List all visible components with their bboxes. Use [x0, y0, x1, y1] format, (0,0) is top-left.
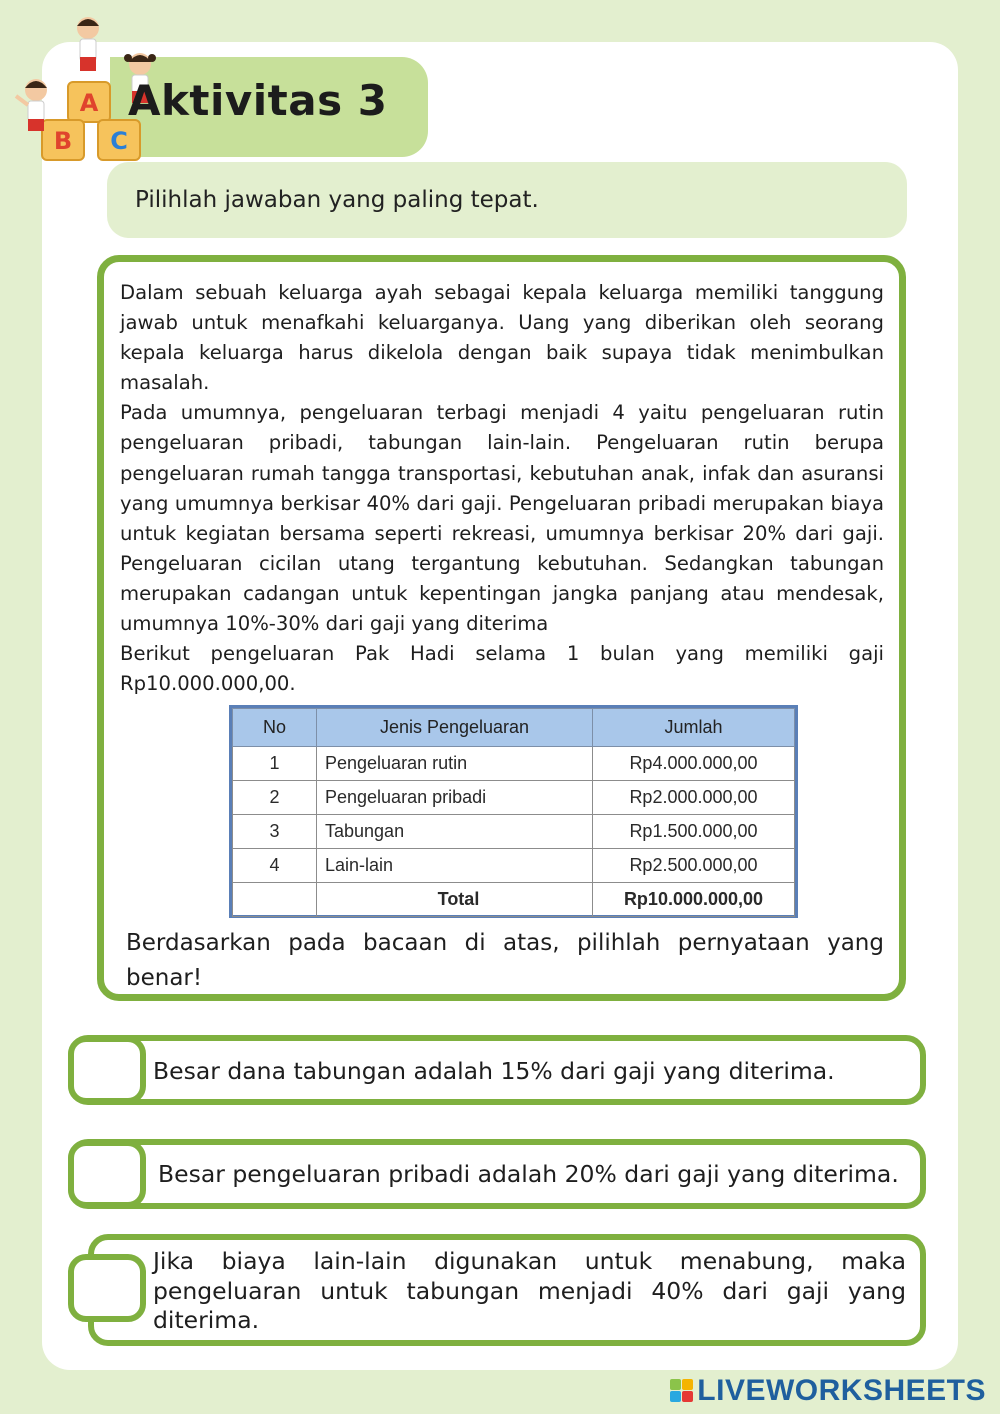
cell-jumlah: Rp4.000.000,00: [593, 747, 795, 781]
block-c: [98, 120, 140, 160]
cell-no: 4: [233, 849, 317, 883]
cell-jumlah: Rp2.000.000,00: [593, 781, 795, 815]
expense-table: [232, 708, 795, 917]
cell-jenis: Pengeluaran rutin: [317, 747, 593, 781]
cell-jenis: Tabungan: [317, 815, 593, 849]
table-row: [233, 815, 795, 849]
question-text: Berdasarkan pada bacaan di atas, pilihlah pernyataan yang benar!: [126, 930, 884, 991]
header-no: No: [233, 709, 317, 747]
option-2-text[interactable]: Besar pengeluaran pribadi adalah 20% dari gaji yang diterima.: [158, 1160, 899, 1188]
child-top: [77, 17, 99, 71]
block-a: [68, 82, 110, 122]
option-3-text[interactable]: Jika biaya lain-lain digunakan untuk menabung, maka pengeluaran untuk tabungan menjadi 40% dari gaji yang diterima.: [153, 1247, 906, 1334]
cell-empty: [233, 883, 317, 917]
header-jenis: Jenis Pengeluaran: [317, 709, 593, 747]
cell-jumlah: Rp1.500.000,00: [593, 815, 795, 849]
instruction-banner: Pilihlah jawaban yang paling tepat.: [107, 162, 907, 238]
child-left: [16, 79, 47, 131]
reading-passage: [120, 278, 884, 699]
svg-text:C: C: [110, 127, 128, 155]
page-title: Aktivitas 3: [128, 76, 388, 125]
table-row: [233, 849, 795, 883]
liveworksheets-brand: [670, 1374, 986, 1408]
option-1-checkbox[interactable]: [68, 1036, 146, 1104]
option-2-checkbox[interactable]: [68, 1140, 146, 1208]
header-jumlah: Jumlah: [593, 709, 795, 747]
option-3-checkbox[interactable]: [68, 1254, 146, 1322]
block-b: [42, 120, 84, 160]
total-label: Total: [317, 883, 593, 917]
cell-no: 3: [233, 815, 317, 849]
total-value: Rp10.000.000,00: [593, 883, 795, 917]
svg-text:A: A: [79, 89, 99, 117]
table-row: [233, 747, 795, 781]
table-total-row: [233, 883, 795, 917]
expense-table-frame: [229, 705, 798, 918]
svg-text:B: B: [53, 127, 73, 155]
liveworksheets-logo-icon: [670, 1379, 694, 1403]
brand-text: LIVEWORKSHEETS: [697, 1374, 986, 1407]
passage-paragraph-2: Pada umumnya, pengeluaran terbagi menjadi 4 yaitu pengeluaran rutin pengeluaran pribadi, tabungan lain-lain. Pengeluaran rutin berupa pengeluaran rumah tangga transportasi, kebutuhan anak, infak dan asuransi yang umumnya berkisar 40% dari gaji. Pengeluaran pribadi merupakan biaya untuk kegiatan bersama seperti rekreasi, umumnya berkisar 20% dari gaji. Pengeluaran cicilan utang tergantung kebutuhan. Sedangkan tabungan merupakan cadangan untuk kepentingan jangka panjang atau mendesak, umumnya 10%-30% dari gaji yang diterima: [120, 401, 884, 636]
cell-jenis: Lain-lain: [317, 849, 593, 883]
table-header-row: [233, 709, 795, 747]
cell-no: 1: [233, 747, 317, 781]
cell-jenis: Pengeluaran pribadi: [317, 781, 593, 815]
passage-paragraph-1: Dalam sebuah keluarga ayah sebagai kepala keluarga memiliki tanggung jawab untuk menafkahi keluarganya. Uang yang diberikan oleh seorang kepala keluarga harus dikelola dengan baik supaya tidak menimbulkan masalah.: [120, 281, 884, 395]
cell-no: 2: [233, 781, 317, 815]
passage-paragraph-3: Berikut pengeluaran Pak Hadi selama 1 bulan yang memiliki gaji Rp10.000.000,00.: [120, 642, 884, 696]
cell-jumlah: Rp2.500.000,00: [593, 849, 795, 883]
option-1-text[interactable]: Besar dana tabungan adalah 15% dari gaji yang diterima.: [153, 1057, 835, 1085]
table-row: [233, 781, 795, 815]
